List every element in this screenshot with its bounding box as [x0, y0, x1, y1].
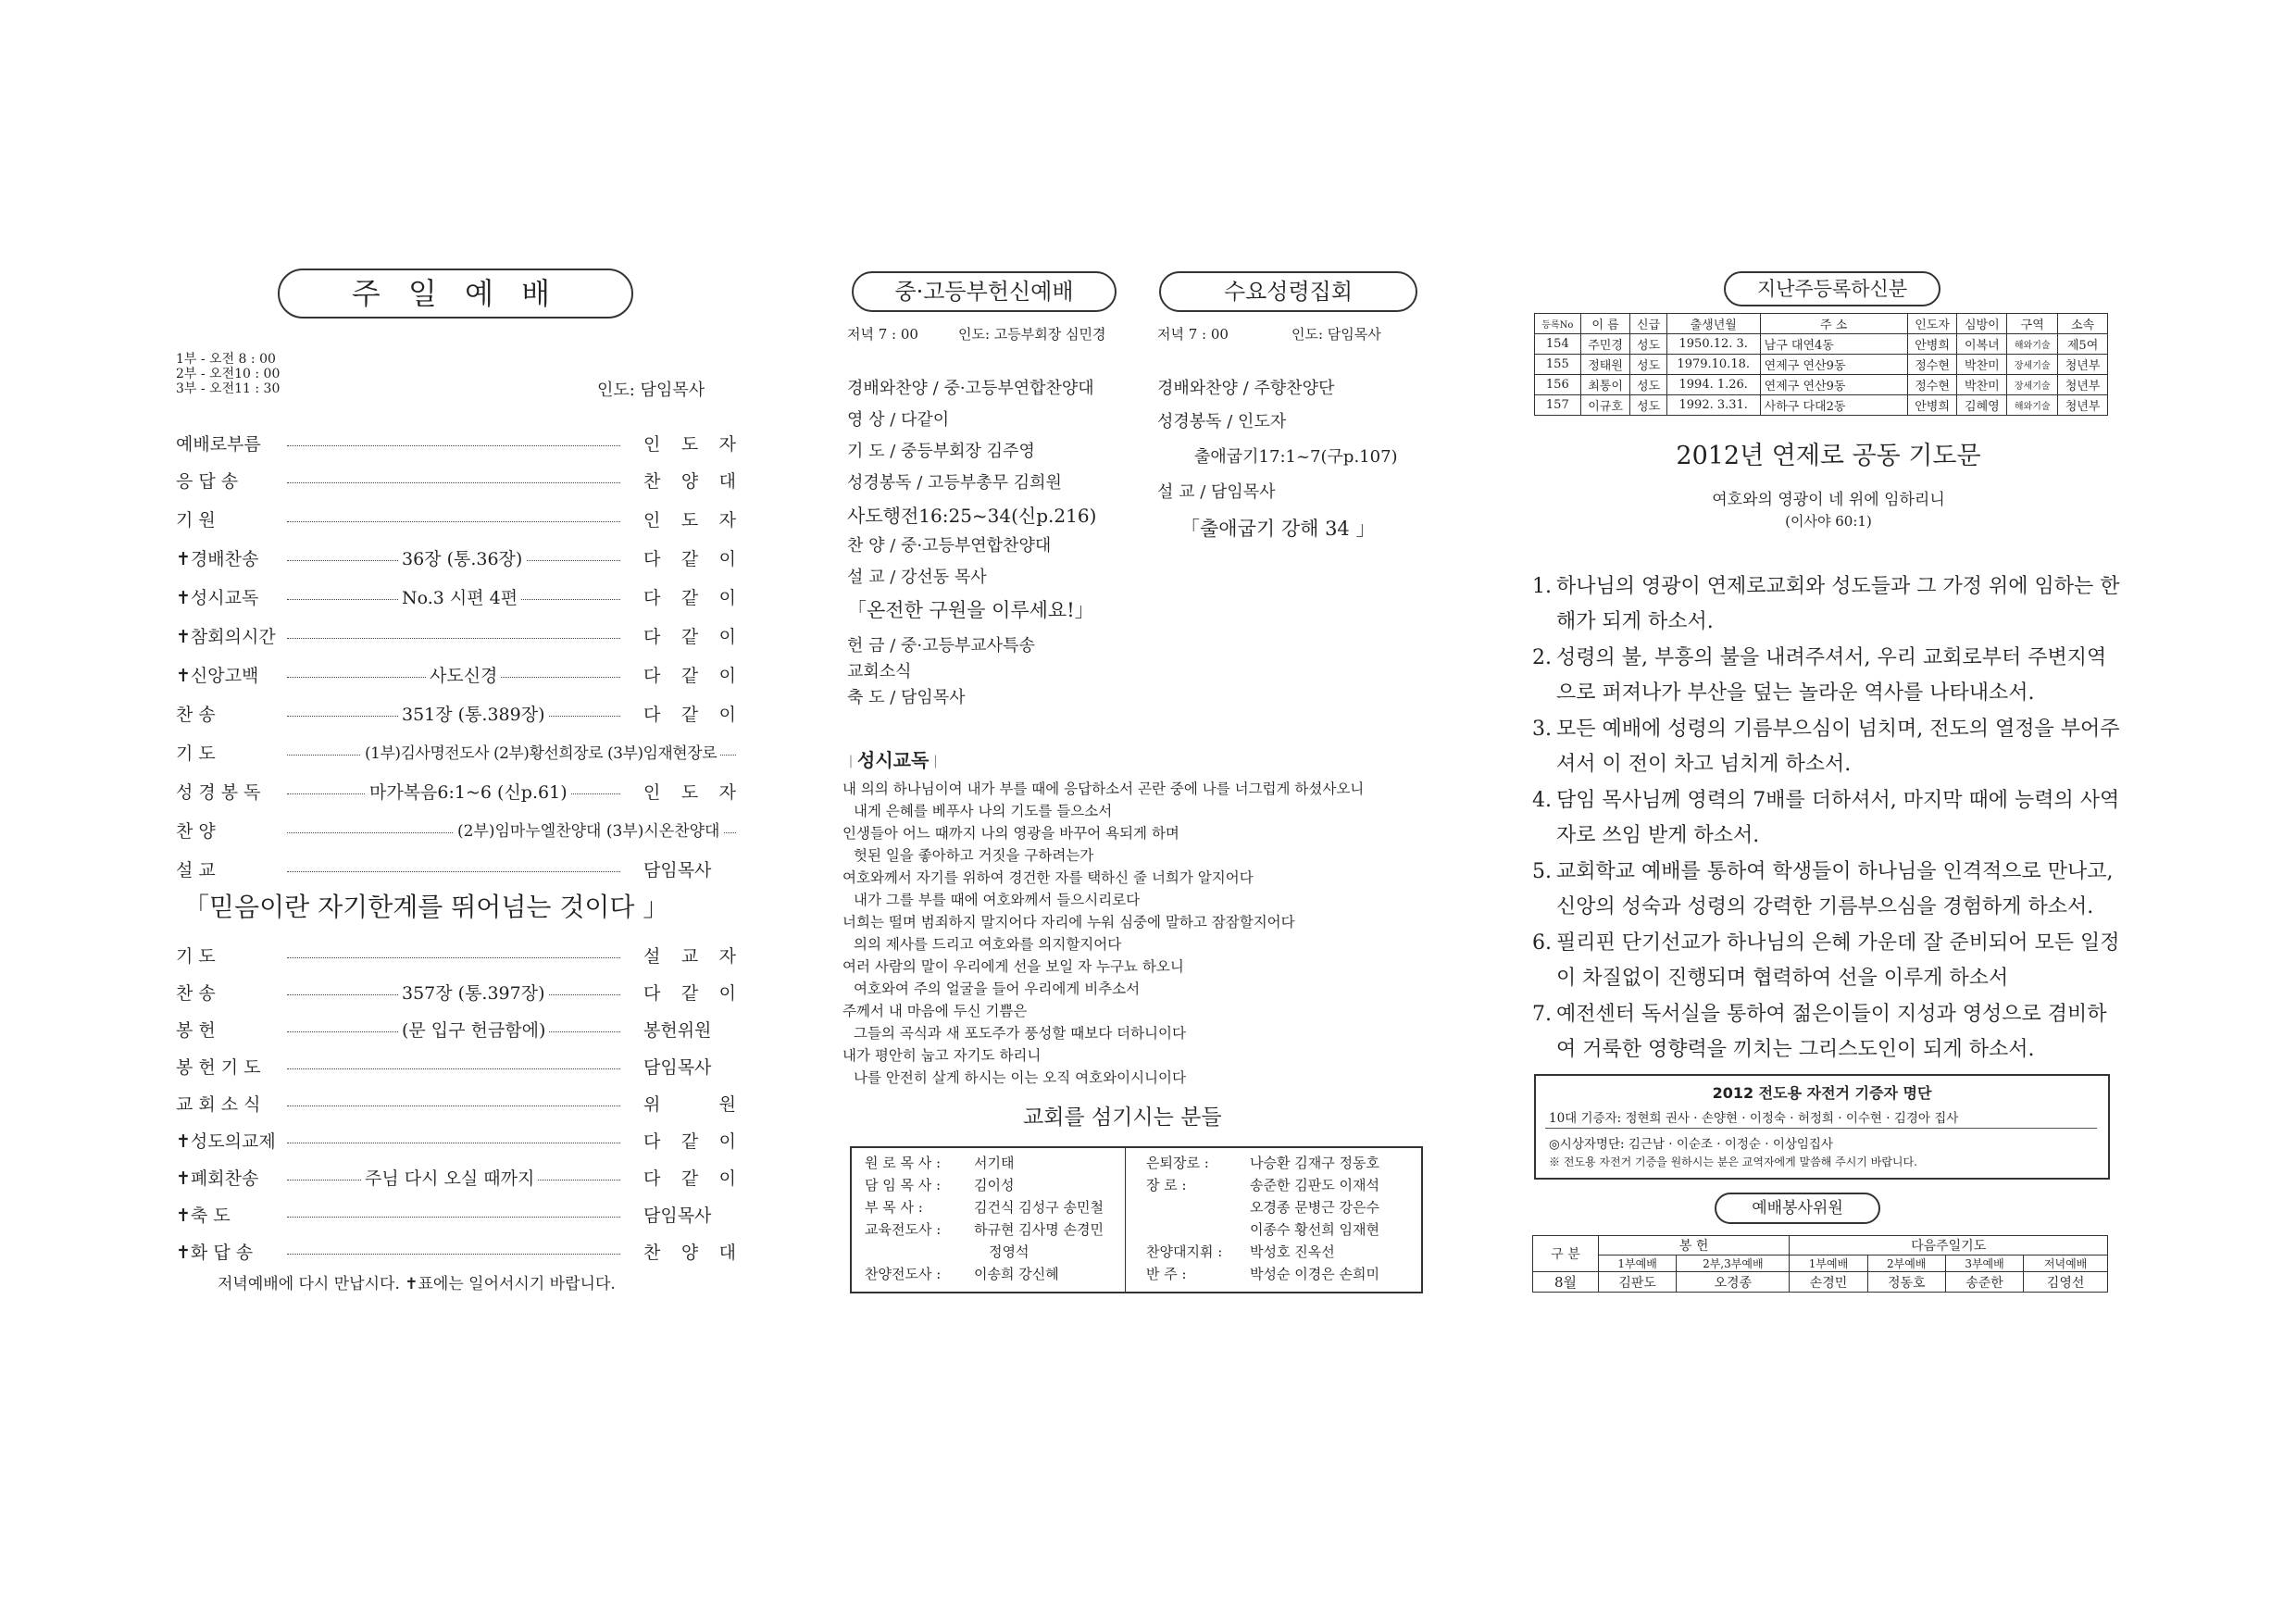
creed-line: 내게 은혜를 베푸사 나의 기도를 들으소서 — [854, 803, 1113, 819]
order-row: ✝성도의교제 다 같 이 — [176, 1131, 736, 1152]
service-volunteer-title: 예배봉사위원 — [1715, 1193, 1880, 1224]
time-1: 1부 - 오전 8 : 00 — [176, 352, 276, 367]
order-row: 기 도 설 교 자 — [176, 946, 736, 967]
prayer-item: 3. 모든 예배에 성령의 기름부으심이 넘치며, 전도의 열정을 부어주셔서 이 전이 차고 넘치게 하소서. — [1532, 718, 2120, 776]
order-row: 예배로부름 인 도 자 — [176, 434, 736, 455]
staff-role: 교육전도사 : — [865, 1221, 942, 1238]
table-header-row — [1533, 1255, 2108, 1272]
table-row — [1535, 375, 2108, 395]
column-header: 1부예배 — [1599, 1255, 1677, 1272]
cell: 성도 — [1630, 334, 1666, 355]
wed-row: 성경봉독 / 인도자 — [1157, 412, 1287, 431]
donor-note: ※ 전도용 자전거 기증을 원하시는 분은 교역자에게 말씀해 주시기 바랍니다. — [1549, 1156, 1917, 1168]
order-row: ✝신앙고백 사도신경 다 같 이 — [176, 662, 736, 690]
creed-line: 나를 안전히 살게 하시는 이는 오직 여호와이시니이다 — [854, 1069, 1186, 1086]
creed-line: 주께서 내 마음에 두신 기쁨은 — [842, 1003, 1028, 1019]
cell: 정동호 — [1867, 1272, 1945, 1293]
creed-line: 인생들아 어느 때까지 나의 영광을 바꾸어 욕되게 하며 — [842, 825, 1179, 842]
time-2: 2부 - 오전10 : 00 — [176, 367, 281, 381]
cell: 1950.12. 3. — [1666, 334, 1760, 355]
column-header: 등록No — [1535, 314, 1581, 334]
cell: 154 — [1535, 334, 1581, 355]
staff-title: 교회를 섬기시는 분들 — [1023, 1106, 1222, 1130]
prayer-item: 6. 필리핀 단기선교가 하나님의 은혜 가운데 잘 준비되어 모든 일정이 차질없이 진행되며 협력하여 선을 이루게 하소서 — [1532, 931, 2120, 990]
cell: 성도 — [1630, 375, 1666, 395]
prayer-verse-ref: (이사야 60:1) — [1785, 513, 1872, 530]
order-row: 찬 송 351장 (통.389장) 다 같 이 — [176, 701, 736, 729]
order-row: 기 도 (1부)김사명전도사 (2부)황선희장로 (3부)임재현장로 — [176, 740, 736, 768]
donor-box — [1534, 1074, 2110, 1180]
creed-line: 여호와여 주의 얼굴을 들어 우리에게 비추소서 — [854, 981, 1141, 997]
column-header: 봉 헌 — [1599, 1236, 1790, 1255]
order-row: 성 경 봉 독 마가복음6:1~6 (신p.61) 인 도 자 — [176, 779, 736, 806]
cell: 이복녀 — [1957, 334, 2007, 355]
youth-service-title: 중·고등부헌신예배 — [852, 271, 1117, 312]
column-header: 2부예배 — [1867, 1255, 1945, 1272]
cell: 157 — [1535, 395, 1581, 416]
cell: 남구 대연4동 — [1760, 334, 1907, 355]
cell: 1992. 3.31. — [1666, 395, 1760, 416]
wed-leader: 인도: 담임목사 — [1292, 326, 1381, 343]
staff-names: 박성순 이경은 손희미 — [1250, 1266, 1379, 1282]
cell: 청년부 — [2058, 375, 2108, 395]
creed-line: 여러 사람의 말이 우리에게 선을 보일 자 누구뇨 하오니 — [842, 958, 1184, 975]
prayer-item: 2. 성령의 불, 부흥의 불을 내려주셔서, 우리 교회로부터 주변지역으로 퍼져나가 부산을 덮는 놀라운 역사를 나타내소서. — [1532, 646, 2107, 705]
cell: 155 — [1535, 355, 1581, 375]
prayer-item: 1. 하나님의 영광이 연제로교회와 성도들과 그 가정 위에 임하는 한 해가 되게 하소서. — [1532, 575, 2120, 633]
staff-left — [865, 1152, 1104, 1285]
cell: 이규호 — [1580, 395, 1630, 416]
order-block-2 — [176, 943, 736, 1263]
order-row: ✝화 답 송 찬 양 대 — [176, 1243, 736, 1263]
prayer-title: 2012년 연제로 공동 기도문 — [1676, 442, 1981, 470]
cell: 156 — [1535, 375, 1581, 395]
cell: 김판도 — [1599, 1272, 1677, 1293]
cell: 김혜영 — [1957, 395, 2007, 416]
column-header: 출생년월 — [1666, 314, 1760, 334]
column-header: 이 름 — [1580, 314, 1630, 334]
youth-row: 교회소식 — [847, 662, 912, 681]
youth-row: 헌 금 / 중·고등부교사특송 — [847, 636, 1035, 656]
worship-leader: 인도: 담임목사 — [597, 381, 705, 400]
cell: 해와기술 — [2007, 334, 2058, 355]
prayer-item: 4. 담임 목사님께 영력의 7배를 더하셔서, 마지막 때에 능력의 사역자로 쓰임 받게 하소서. — [1532, 789, 2120, 847]
creed-line: 그들의 곡식과 새 포도주가 풍성할 때보다 더하니이다 — [854, 1025, 1186, 1042]
cell: 청년부 — [2058, 355, 2108, 375]
order-row: 찬 송 357장 (통.397장) 다 같 이 — [176, 980, 736, 1007]
column-header: 구역 — [2007, 314, 2058, 334]
service-volunteer-table — [1532, 1235, 2108, 1293]
order-block-1 — [176, 431, 736, 881]
column-header: 3부예배 — [1945, 1255, 2023, 1272]
youth-row: 찬 양 / 중·고등부연합찬양대 — [847, 536, 1052, 556]
wed-time: 저녁 7 : 00 — [1157, 326, 1229, 343]
column-header: 저녁예배 — [2024, 1255, 2108, 1272]
column-header: 소속 — [2058, 314, 2108, 334]
staff-role: 장 로 : — [1146, 1177, 1187, 1193]
order-row: 봉 헌 기 도 담임목사 — [176, 1057, 712, 1078]
column-header: 인도자 — [1907, 314, 1957, 334]
cell: 손경민 — [1790, 1272, 1867, 1293]
column-header: 구 분 — [1533, 1236, 1599, 1272]
wednesday-service-title: 수요성령집회 — [1159, 271, 1417, 312]
donor-line-2: ◎시상자명단: 김근남 · 이순조 · 이정순 · 이상임집사 — [1549, 1137, 1834, 1152]
staff-names: 송준한 김판도 이재석 — [1250, 1177, 1379, 1193]
column-header: 심방이 — [1957, 314, 2007, 334]
time-3: 3부 - 오전11 : 30 — [176, 381, 281, 396]
prayer-verse: 여호와의 영광이 네 위에 임하리니 — [1712, 491, 1945, 509]
staff-names: 서기태 — [974, 1155, 1015, 1171]
staff-role: 반 주 : — [1146, 1266, 1187, 1282]
staff-names: 정영석 — [989, 1243, 1029, 1260]
youth-row: 기 도 / 중등부회장 김주영 — [847, 442, 1035, 461]
cell: 최통이 — [1580, 375, 1630, 395]
cell: 제5여 — [2058, 334, 2108, 355]
left-footer-note: 저녁예배에 다시 만납시다. ✝표에는 일어서시기 바랍니다. — [218, 1275, 616, 1293]
column-header: 주 소 — [1760, 314, 1907, 334]
order-row: 설 교 담임목사 — [176, 860, 712, 881]
staff-names: 하규현 김사명 손경민 — [974, 1221, 1104, 1238]
cell: 송준한 — [1945, 1272, 2023, 1293]
youth-row: 사도행전16:25~34(신p.216) — [847, 505, 1097, 527]
donor-line-1: 10대 기증자: 정현희 권사 · 손양현 · 이정숙 · 허정희 · 이수현 · 김경아 집사 — [1549, 1111, 1959, 1126]
youth-time: 저녁 7 : 00 — [847, 326, 918, 343]
creed-line: 헛된 일을 좋아하고 거짓을 구하려는가 — [854, 847, 1094, 864]
order-row: 기 원 인 도 자 — [176, 510, 736, 531]
order-row: ✝성시교독 No.3 시편 4편 다 같 이 — [176, 584, 736, 612]
creed-line: 내가 평안히 눕고 자기도 하리니 — [842, 1047, 1042, 1064]
prayer-item: 5. 교회학교 예배를 통하여 학생들이 하나님을 인격적으로 만나고, 신앙의 성숙과 성령의 강력한 기름부으심을 경험하게 하소서. — [1532, 860, 2114, 918]
cell: 1994. 1.26. — [1666, 375, 1760, 395]
wed-row: 출애굽기17:1~7(구p.107) — [1194, 447, 1398, 467]
cell: 안병희 — [1907, 334, 1957, 355]
month-cell: 8월 — [1533, 1272, 1599, 1293]
cell: 안병희 — [1907, 395, 1957, 416]
staff-names: 이송희 강신혜 — [974, 1266, 1059, 1282]
staff-names: 나승환 김재구 정동호 — [1250, 1155, 1379, 1171]
donor-title: 2012 전도용 자전거 기증자 명단 — [1712, 1084, 1932, 1102]
staff-role: 부 목 사 : — [865, 1199, 923, 1216]
staff-names: 오경종 문병근 강은수 — [1250, 1199, 1379, 1216]
table-row — [1533, 1272, 2108, 1293]
order-row: 봉 헌 (문 입구 헌금함에) 봉헌위원 — [176, 1017, 736, 1044]
staff-names: 김이성 — [974, 1177, 1015, 1193]
cell: 정수현 — [1907, 355, 1957, 375]
sunday-worship-title: 주 일 예 배 — [278, 269, 633, 319]
prayer-item: 7. 예전센터 독서실을 통하여 젊은이들이 지성과 영성으로 겸비하여 거룩한 영향력을 끼치는 그리스도인이 되게 하소서. — [1532, 1003, 2107, 1061]
staff-role: 은퇴장로 : — [1146, 1155, 1209, 1171]
table-header-row — [1533, 1236, 2108, 1255]
creed-line: 내 의의 하나님이여 내가 부를 때에 응답하소서 곤란 중에 나를 너그럽게 하셨사오니 — [842, 781, 1365, 797]
creed-line: 내가 그를 부를 때에 여호와께서 들으시리로다 — [854, 892, 1141, 908]
cell: 박찬미 — [1957, 375, 2007, 395]
cell: 박찬미 — [1957, 355, 2007, 375]
wed-sermon: 「출애굽기 강해 34 」 — [1180, 518, 1376, 540]
staff-right — [1146, 1152, 1379, 1285]
order-row: ✝폐회찬송 주님 다시 오실 때까지 다 같 이 — [176, 1165, 736, 1193]
cell: 성도 — [1630, 395, 1666, 416]
cell: 1979.10.18. — [1666, 355, 1760, 375]
youth-leader: 인도: 고등부회장 심민경 — [958, 326, 1106, 343]
table-header-row — [1535, 314, 2108, 334]
staff-names: 김건식 김성구 송민철 — [974, 1199, 1104, 1216]
youth-row: 경배와찬양 / 중·고등부연합찬양대 — [847, 379, 1094, 398]
staff-names: 이종수 황선희 임재현 — [1250, 1221, 1379, 1238]
cell: 장세기술 — [2007, 375, 2058, 395]
youth-sermon: 「온전한 구원을 이루세요!」 — [847, 599, 1094, 621]
cell: 해와기술 — [2007, 395, 2058, 416]
youth-row: 성경봉독 / 고등부총무 김희원 — [847, 473, 1062, 493]
staff-names: 박성호 진옥선 — [1250, 1243, 1335, 1260]
creed-heading: ｜성시교독｜ — [844, 749, 942, 771]
wed-row: 경배와찬양 / 주향찬양단 — [1157, 379, 1335, 398]
order-row: ✝경배찬송 36장 (통.36장) 다 같 이 — [176, 545, 736, 573]
sermon-title: 「믿음이란 자기한계를 뛰어넘는 것이다 」 — [183, 892, 669, 922]
staff-role: 담 임 목 사 : — [865, 1177, 942, 1193]
staff-role: 찬양대지휘 : — [1146, 1243, 1223, 1260]
order-row: 찬 양 (2부)임마누엘찬양대 (3부)시온찬양대 — [176, 818, 736, 845]
order-row: ✝축 도 담임목사 — [176, 1206, 712, 1226]
cell: 정태원 — [1580, 355, 1630, 375]
creed-line: 의의 제사를 드리고 여호와를 의지할지어다 — [854, 936, 1122, 953]
cell: 연제구 연산9동 — [1760, 355, 1907, 375]
staff-box — [850, 1146, 1423, 1293]
order-row: 교 회 소 식 위 원 — [176, 1094, 736, 1115]
registration-table — [1534, 313, 2108, 416]
cell: 성도 — [1630, 355, 1666, 375]
creed-line: 너희는 떨며 범죄하지 말지어다 자리에 누워 심중에 말하고 잠잠할지어다 — [842, 914, 1295, 931]
table-row — [1535, 334, 2108, 355]
order-row: ✝참회의시간 다 같 이 — [176, 627, 736, 647]
column-header: 1부예배 — [1790, 1255, 1867, 1272]
cell: 오경종 — [1677, 1272, 1790, 1293]
cell: 장세기술 — [2007, 355, 2058, 375]
cell: 정수현 — [1907, 375, 1957, 395]
creed-line: 여호와께서 자기를 위하여 경건한 자를 택하신 줄 너희가 알지어다 — [842, 869, 1254, 886]
youth-row: 축 도 / 담임목사 — [847, 688, 966, 707]
staff-role: 찬양전도사 : — [865, 1266, 942, 1282]
youth-row: 영 상 / 다같이 — [847, 410, 950, 430]
cell: 연제구 연산9동 — [1760, 375, 1907, 395]
creed-title: 성시교독 — [857, 749, 930, 771]
table-row — [1535, 355, 2108, 375]
cell: 김영선 — [2024, 1272, 2108, 1293]
table-row — [1535, 395, 2108, 416]
youth-row: 설 교 / 강선동 목사 — [847, 568, 987, 587]
service-times — [176, 352, 280, 396]
staff-role: 원 로 목 사 : — [865, 1155, 942, 1171]
cell: 사하구 다대2동 — [1760, 395, 1907, 416]
column-header: 2부,3부예배 — [1677, 1255, 1790, 1272]
cell: 주민경 — [1580, 334, 1630, 355]
registration-title: 지난주등록하신분 — [1724, 271, 1940, 306]
column-header: 다음주일기도 — [1790, 1236, 2108, 1255]
column-header: 신급 — [1630, 314, 1666, 334]
cell: 청년부 — [2058, 395, 2108, 416]
wed-row: 설 교 / 담임목사 — [1157, 482, 1276, 502]
order-row: 응 답 송 찬 양 대 — [176, 471, 736, 492]
